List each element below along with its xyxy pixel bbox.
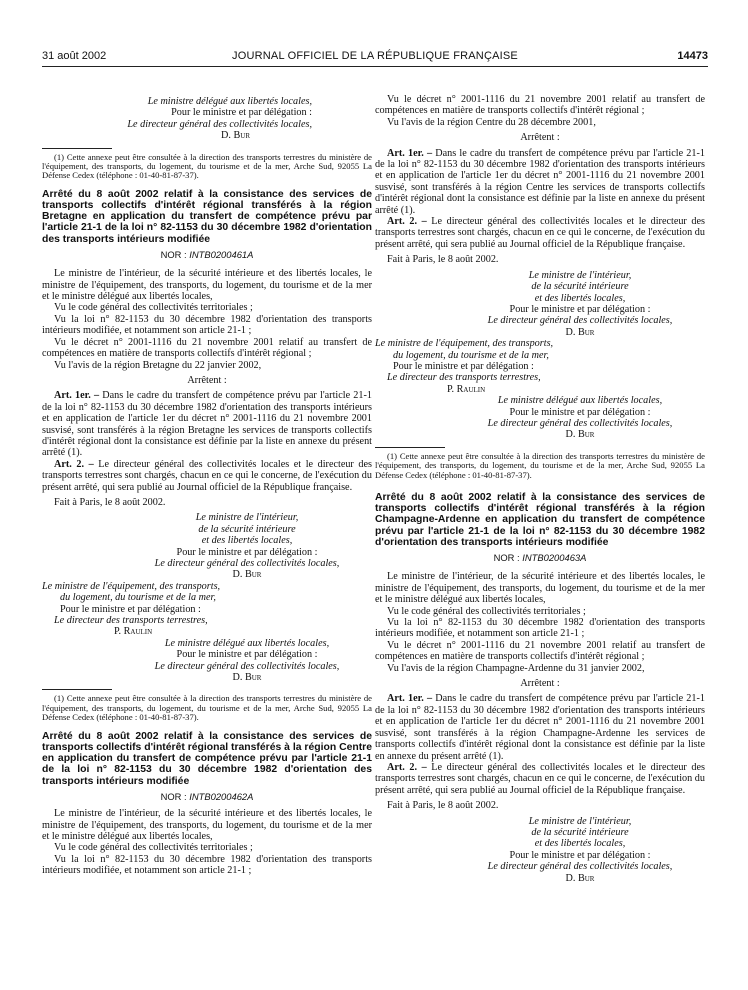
signature-date: Fait à Paris, le 8 août 2002. — [54, 496, 166, 508]
arretent-heading: Arrêtent : — [520, 132, 560, 144]
article-1: Art. 1er. – Dans le cadre du transfert de compétence prévu par l'article 21-1 de la loi n° 82-1153 du 30 décembre 1982 d'orientation des transports intérieurs et en application de l'article 1er du décret n° 2001-1116 du 21 novembre 2001 susvisé, sont transférés à la région Champagne-Ardenne les services de transports collectifs d'intérêt régional dont la consistance est définie par la liste en annexe du présent arrêté (1). — [375, 693, 705, 762]
preamble: Le ministre de l'intérieur, de la sécurité intérieure et des libertés locales, le ministre de l'équipement, des transports, du logement, du tourisme et de la mer et le ministre délégué aux libertés locales, — [375, 571, 705, 606]
footnote-rule — [42, 148, 112, 149]
visa: Vu l'avis de la région Champagne-Ardenne du 31 janvier 2002, — [387, 662, 645, 674]
article-2: Art. 2. – Le directeur général des collectivités locales et le directeur des transports terrestres sont chargés, chacun en ce qui le concerne, de l'exécution du présent arrêté, qui sera publié au Journal officiel de la République française. — [375, 216, 705, 250]
signature-block — [42, 96, 372, 142]
visa: Vu le code général des collectivités territoriales ; — [54, 842, 253, 854]
signatory-title: Le directeur général des collectivités locales, — [127, 118, 312, 130]
nor-reference: NOR : INTB0200461A — [160, 248, 254, 260]
signature-block: Le ministre de l'équipement, des transports, du logement, du tourisme et de la mer, Pour le ministre et par délégation : Le directeur des transports terrestres, P. Raulin — [375, 338, 554, 395]
arretent-heading: Arrêtent : — [520, 678, 560, 690]
signature-block: Le ministre délégué aux libertés locales, Pour le ministre et par délégation : Le directeur général des collectivités locales, D. Bur — [154, 637, 340, 684]
delegation-line: Pour le ministre et par délégation : — [171, 107, 312, 119]
page-header — [42, 50, 708, 66]
visa: Vu la loi n° 82-1153 du 30 décembre 1982 d'orientation des transports intérieurs modifiée, et notamment son article 21-1 ; — [42, 853, 372, 877]
signatory-name: D. Bur — [221, 130, 250, 142]
left-column — [42, 96, 372, 877]
footnote-rule — [375, 447, 445, 448]
visa: Vu le décret n° 2001-1116 du 21 novembre 2001 relatif au transfert de compétences en matière de transports collectifs d'intérêt régional ; — [42, 336, 372, 360]
visa: Vu le décret n° 2001-1116 du 21 novembre 2001 relatif au transfert de compétences en matière de transports collectifs d'intérêt régional ; — [375, 94, 705, 117]
visa: Vu la loi n° 82-1153 du 30 décembre 1982 d'orientation des transports intérieurs modifiée, et notamment son article 21-1 ; — [375, 617, 705, 640]
visa: Vu le code général des collectivités territoriales ; — [387, 605, 586, 617]
signature-block: Le ministre délégué aux libertés locales, Pour le ministre et par délégation : Le directeur général des collectivités locales, D. Bur — [487, 395, 673, 441]
preamble: Le ministre de l'intérieur, de la sécurité intérieure et des libertés locales, le ministre de l'équipement, des transports, du logement, du tourisme et de la mer et le ministre délégué aux libertés locales, — [42, 268, 372, 303]
signature-block: Le ministre de l'équipement, des transports, du logement, du tourisme et de la mer, Pour le ministre et par délégation : Le directeur des transports terrestres, P. Raulin — [42, 580, 221, 638]
journal-title: JOURNAL OFFICIEL DE LA RÉPUBLIQUE FRANÇAISE — [232, 50, 518, 62]
page-number: 14473 — [677, 50, 708, 62]
footnote: (1) Cette annexe peut être consultée à la direction des transports terrestres du ministère de l'équipement, des transports, du logement, du tourisme et de la mer, Arche Sud, 92055 La Défense Cedex (téléphone : 01-40-81-87-37). — [42, 151, 372, 181]
visa: Vu l'avis de la région Centre du 28 décembre 2001, — [387, 116, 596, 128]
decree-title: Arrêté du 8 août 2002 relatif à la consistance des services de transports collectifs d'intérêt régional transférés à la région Bretagne en application du transfert de compétence prévu par l'article 21-1 de la loi n° 82-1153 du 30 décembre 1982 d'orientation des transports intérieurs modifiée — [42, 188, 372, 245]
visa: Vu l'avis de la région Bretagne du 22 janvier 2002, — [54, 359, 262, 371]
decree-title: Arrêté du 8 août 2002 relatif à la consistance des services de transports collectifs d'intérêt régional transférés à la région Centre en application du transfert de compétence prévu par l'article 21-1 de la loi n° 82-1153 du 30 décembre 1982 d'orientation des transports intérieurs modifiée — [42, 730, 372, 787]
article-1: Art. 1er. – Dans le cadre du transfert de compétence prévu par l'article 21-1 de la loi n° 82-1153 du 30 décembre 1982 d'orientation des transports intérieurs et en application de l'article 1er du décret n° 2001-1116 du 21 novembre 2001 susvisé, sont transférés à la région Centre les services de transports collectifs d'intérêt régional dont la consistance est définie par la liste en annexe du présent arrêté (1). — [375, 147, 705, 216]
signature-date: Fait à Paris, le 8 août 2002. — [387, 254, 499, 266]
signatory-title: Le ministre délégué aux libertés locales, — [147, 96, 312, 107]
signature-block: Le ministre de l'intérieur, de la sécurité intérieure et des libertés locales, Pour le ministre et par délégation : Le directeur général des collectivités locales, D. Bur — [487, 269, 673, 338]
visa: Vu le code général des collectivités territoriales ; — [54, 302, 253, 314]
article-1: Art. 1er. – Dans le cadre du transfert de compétence prévu par l'article 21-1 de la loi n° 82-1153 du 30 décembre 1982 d'orientation des transports intérieurs et en application de l'article 1er du décret n° 2001-1116 du 21 novembre 2001 susvisé, sont transférés à la région Bretagne les services de transports collectifs d'intérêt régional dont la consistance est définie par la liste en annexe du présent arrêté (1). — [42, 390, 372, 459]
signature-block: Le ministre de l'intérieur, de la sécurité intérieure et des libertés locales, Pour le ministre et par délégation : Le directeur général des collectivités locales, D. Bur — [487, 815, 673, 884]
issue-date: 31 août 2002 — [42, 50, 107, 62]
article-2: Art. 2. – Le directeur général des collectivités locales et le directeur des transports terrestres sont chargés, chacun en ce qui le concerne, de l'exécution du présent arrêté, qui sera publié au Journal officiel de la République française. — [42, 458, 372, 493]
signature-date: Fait à Paris, le 8 août 2002. — [387, 800, 499, 812]
visa: Vu le décret n° 2001-1116 du 21 novembre 2001 relatif au transfert de compétences en matière de transports collectifs d'intérêt régional ; — [375, 639, 705, 663]
arretent-heading: Arrêtent : — [187, 374, 227, 386]
signature-block: Le ministre de l'intérieur, de la sécurité intérieure et des libertés locales, Pour le ministre et par délégation : Le directeur général des collectivités locales, D. Bur — [154, 512, 340, 581]
nor-reference: NOR : INTB0200463A — [493, 552, 587, 564]
footnote-rule — [42, 689, 112, 690]
footnote: (1) Cette annexe peut être consultée à la direction des transports terrestres du ministère de l'équipement, des transports, du logement, du tourisme et de la mer, Arche Sud, 92055 La Défense Cedex (téléphone : 01-40-81-87-37). — [42, 693, 372, 723]
article-2: Art. 2. – Le directeur général des collectivités locales et le directeur des transports terrestres sont chargés, chacun en ce qui le concerne, de l'exécution du présent arrêté, qui sera publié au Journal officiel de la République française. — [375, 761, 705, 796]
decree-title: Arrêté du 8 août 2002 relatif à la consistance des services de transports collectifs d'intérêt régional transférés à la région Champagne-Ardenne en application du transfert de compétence prévu par l'article 21-1 de la loi n° 82-1153 du 30 décembre 1982 d'orientation des transports intérieurs modifiée — [375, 492, 705, 548]
nor-reference: NOR : INTB0200462A — [160, 790, 254, 802]
right-column — [375, 94, 705, 884]
header-rule — [42, 66, 708, 67]
footnote: (1) Cette annexe peut être consultée à la direction des transports terrestres du ministère de l'équipement, des transports, du logement, du tourisme et de la mer, Arche Sud, 92055 La Défense Cedex (téléphone : 01-40-81-87-37). — [375, 450, 705, 480]
visa: Vu la loi n° 82-1153 du 30 décembre 1982 d'orientation des transports intérieurs modifiée, et notamment son article 21-1 ; — [42, 313, 372, 337]
preamble: Le ministre de l'intérieur, de la sécurité intérieure et des libertés locales, le ministre de l'équipement, des transports, du logement, du tourisme et de la mer et le ministre délégué aux libertés locales, — [42, 808, 372, 842]
